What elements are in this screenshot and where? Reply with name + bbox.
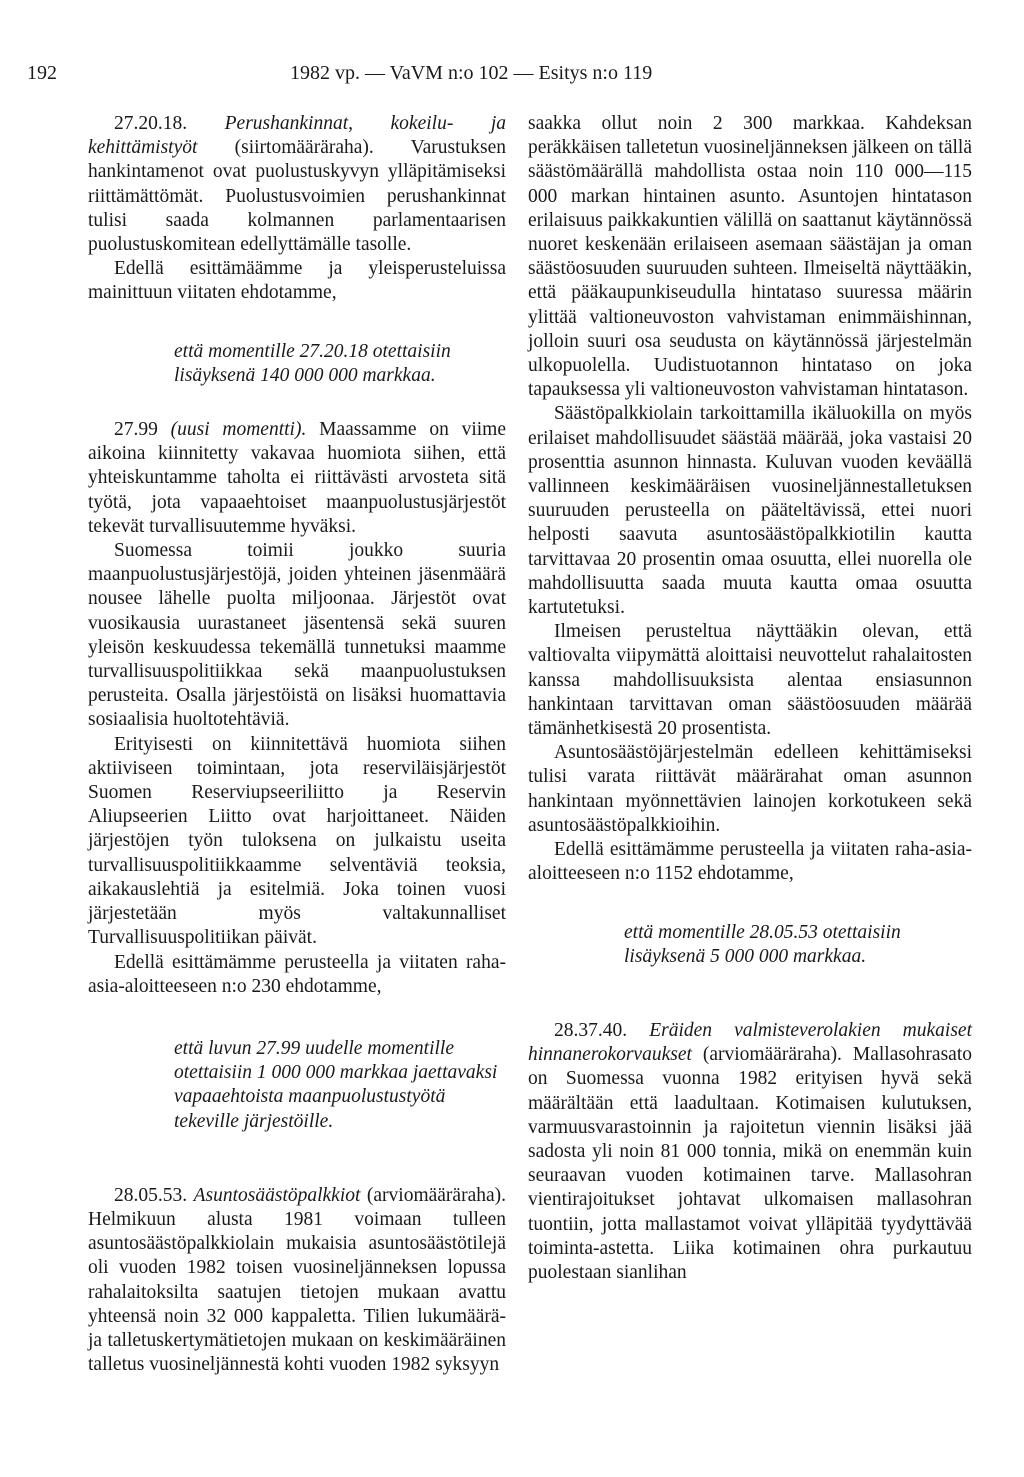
paragraph: Edellä esittämämme perusteella ja viitaten raha-asia-aloitteeseen n:o 230 ehdotamme, bbox=[88, 951, 506, 997]
paragraph: Suomessa toimii joukko suuria maanpuolustusjärjestöjä, joiden yhteinen jäsenmäärä nousee lähelle puolta miljoonaa. Järjestöt ovat vuosikausia uurastaneet jäsentensä sekä suuren yleisön keskuudessa tekemällä tunnetuksi maamme turvallisuuspolitiikkaa sekä maanpuolustuksen perusteita. Osalla järjestöistä on lisäksi huomattavia sosiaalisia huoltotehtäviä. bbox=[88, 540, 506, 731]
paragraph: Asuntosäästöjärjestelmän edelleen kehittämiseksi tulisi varata riittävät määrärahat oman asunnon hankintaan myönnettävien lainojen korkotukeen sekä asuntosäästöpalkkioihin. bbox=[528, 742, 972, 836]
section-title: Asuntosäästöpalkkiot bbox=[193, 1184, 361, 1206]
section-code: 27.99 bbox=[114, 419, 158, 441]
section-title: Perushankinnat, kokeilu- ja kehittämistyöt bbox=[88, 113, 506, 159]
running-title: 1982 vp. — VaVM n:o 102 — Esitys n:o 119 bbox=[290, 62, 653, 84]
section-type: (arviomääräraha). bbox=[366, 1184, 506, 1206]
section-28-05-53 bbox=[88, 1184, 506, 1378]
section-type: (siirtomääräraha). bbox=[234, 137, 374, 159]
page-number: 192 bbox=[27, 62, 57, 84]
section-27-20-18 bbox=[88, 112, 506, 257]
paragraph: Säästöpalkkiolain tarkoittamilla ikäluokilla on myös erilaiset mahdollisuudet säästää määrää, joka vastaisi 20 prosenttia asunnon hinnasta. Kuluvan vuoden keväällä vallinneen keskimääräisen vuosineljännestalletuksen suuruuden perusteella on pääteltävissä, ettei nuori helposti saavuta asuntosäästöpalkkiotilin kautta tarvittavaa 20 prosentin omaa osuutta, ellei nuorella ole mahdollisuutta saada muuta kautta omaa osuutta kartutetuksi. bbox=[528, 403, 972, 619]
decision-motion: että luvun 27.99 uudelle momentille otettaisiin 1 000 000 markkaa jaettavaksi vapaaehtoista maanpuolustustyötä tekeville järjestöille. bbox=[174, 1037, 498, 1132]
section-title: Eräiden valmisteverolakien mukaiset hinnanerokorvaukset bbox=[528, 1019, 972, 1066]
decision-motion: että momentille 27.20.18 otettaisiin lisäyksenä 140 000 000 markkaa. bbox=[174, 340, 451, 386]
paragraph-text: Varustuksen hankintamenot ovat puolustuskyvyn ylläpitämiseksi riittämättömät. Puolustusvoimien perushankinnat tulisi saada kolmannen parlamentaarisen puolustuskomitean edellyttämälle tasolle. bbox=[88, 137, 506, 256]
paragraph: Edellä esittämämme perusteella ja viitaten raha-asia-aloitteeseen n:o 1152 ehdotamme, bbox=[528, 839, 972, 885]
paragraph-continued: saakka ollut noin 2 300 markkaa. Kahdeksan peräkkäisen talletetun vuosineljänneksen jälkeen on tällä säästömäärällä mahdollista ostaa noin 110 000—115 000 markan hintainen asunto. Asuntojen hintatason erilaisuus paikkakuntien välillä on saattanut käytännössä nuoret keskenään erilaiseen asemaan säästäjan ja oman säästöosuuden suuruuden suhteen. Ilmeiseltä näyttääkin, että pääkaupunkiseudulla hintataso suuressa määrin ylittää valtioneuvoston vahvistaman enimmäishinnan, jolloin suuri osa seudusta on käytännössä järjestelmän ulkopuolella. Uudistuotannon hintataso on joka tapauksessa yli valtioneuvoston vahvistaman hintatason. bbox=[528, 113, 972, 401]
section-code: 27.20.18. bbox=[114, 113, 188, 134]
left-column bbox=[88, 112, 506, 1377]
paragraph-text: Helmikuun alusta 1981 voimaan tulleen asuntosäästöpalkkiolain mukaisia asuntosäästötilejä oli vuoden 1982 toisen vuosineljänneksen lopussa rahalaitoksilta saatujen tietojen mukaan avattu yhteensä noin 32 000 kappaletta. Tilien lukumäärä- ja talletuskertymätietojen mukaan on keskimääräinen talletus vuosineljännestä kohti vuoden 1982 syksyyn bbox=[88, 1208, 506, 1376]
paragraph: Edellä esittämäämme ja yleisperusteluissa mainittuun viitaten ehdotamme, bbox=[88, 258, 506, 304]
paragraph-text: Maassamme on viime aikoina kiinnitetty vakavaa huomiota siihen, että yhteiskuntamme taholta ei riittävästi arvosteta sitä työtä, jota vapaaehtoiset maanpuolustusjärjestöt tekevät turvallisuutemme hyväksi. bbox=[88, 419, 507, 537]
section-code: 28.05.53. bbox=[114, 1184, 188, 1206]
paragraph: Ilmeisen perusteltua näyttääkin olevan, että valtiovalta viipymättä aloittaisi neuvottelut rahalaitosten kanssa mahdollisuuksista alentaa ensiasunnon hankintaan tarvittavan oman säästöosuuden määrää tämänhetkisestä 20 prosentista. bbox=[528, 621, 972, 740]
decision-motion: että momentille 28.05.53 otettaisiin lisäyksenä 5 000 000 markkaa. bbox=[624, 921, 901, 967]
section-title: (uusi momentti). bbox=[170, 419, 307, 441]
section-code: 28.37.40. bbox=[554, 1019, 628, 1041]
section-27-99 bbox=[88, 418, 506, 539]
paragraph-text: Mallasohrasato on Suomessa vuonna 1982 erityisen hyvä sekä määrältään että laadultaan. Kotimaisen kulutuksen, varmuusvarastoinnin ja rajoitetun viennin lisäksi jää sadosta yli noin 81 000 tonnia, mikä on enemmän kuin seuraavan vuoden kotimainen tarve. Mallasohran vientirajoitukset johtavat ulkomaisen mallasohran tuontiin, jotta mallastamot voivat ylläpitää tyydyttävää toiminta-astetta. Liika kotimainen ohra purkautuu puolestaan sianlihan bbox=[528, 1044, 972, 1283]
section-28-37-40 bbox=[528, 1019, 972, 1285]
right-column bbox=[528, 112, 972, 1285]
section-type: (arviomääräraha). bbox=[702, 1044, 842, 1066]
paragraph: Erityisesti on kiinnitettävä huomiota siihen aktiiviseen toimintaan, jota reserviläisjärjestöt Suomen Reserviupseeriliitto ja Reservin Aliupseerien Liitto ovat harjoittaneet. Näiden järjestöjen työn tuloksena on julkaistu useita turvallisuuspolitiikkaamme selventäviä teoksia, aikakauslehtiä ja esitelmiä. Joka toinen vuosi järjestetään myös valtakunnalliset Turvallisuuspolitiikan päivät. bbox=[88, 733, 506, 949]
page-header bbox=[0, 58, 1024, 88]
